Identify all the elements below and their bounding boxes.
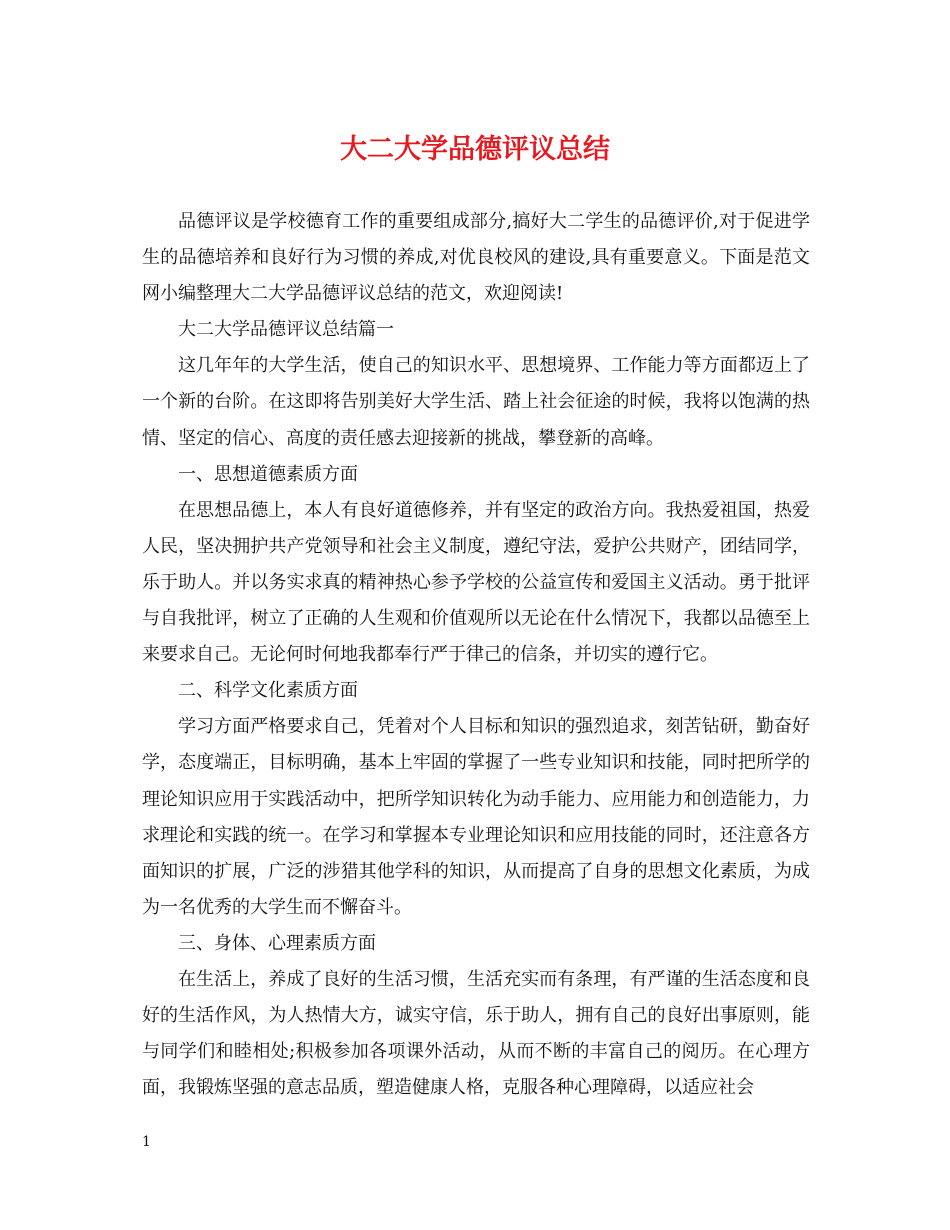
section-heading-academic-quality: 二、科学文化素质方面 bbox=[178, 680, 358, 702]
body-paragraph: 这几年年的大学生活，使自己的知识水平、思想境界、工作能力等方面都迈上了一个新的台阶。在这即将告别美好大学生活、踏上社会征途的时候，我将以饱满的热情、坚定的信心、高度的责任感去迎接新的挑战，攀登新的高峰。 bbox=[142, 355, 810, 449]
document-title: 大二大学品德评议总结 bbox=[340, 134, 610, 165]
body-paragraph: 在生活上，养成了良好的生活习惯，生活充实而有条理，有严谨的生活态度和良好的生活作风，为人热情大方，诚实守信，乐于助人，拥有自己的良好出事原则，能与同学们和睦相处;积极参加各项课外活动，从而不断的丰富自己的阅历。在心理方面，我锻炼坚强的意志品质，塑造健康人格，克服各种心理障碍，以适应社会 bbox=[142, 968, 810, 1099]
document-body bbox=[142, 204, 810, 1106]
section-heading-physical-mental-quality: 三、身体、心理素质方面 bbox=[178, 932, 376, 954]
page-number: 1 bbox=[142, 1134, 151, 1150]
section-heading-moral-quality: 一、思想道德素质方面 bbox=[178, 463, 358, 485]
body-paragraph: 学习方面严格要求自己，凭着对个人目标和知识的强烈追求，刻苦钻研，勤奋好学，态度端正，目标明确，基本上牢固的掌握了一些专业知识和技能，同时把所学的理论知识应用于实践活动中，把所学知识转化为动手能力、应用能力和创造能力，力求理论和实践的统一。在学习和掌握本专业理论知识和应用技能的同时，还注意各方面知识的扩展，广泛的涉猎其他学科的知识，从而提高了自身的思想文化素质，为成为一名优秀的大学生而不懈奋斗。 bbox=[142, 716, 810, 918]
body-paragraph: 在思想品德上，本人有良好道德修养，并有坚定的政治方向。我热爱祖国，热爱人民，坚决拥护共产党领导和社会主义制度，遵纪守法，爱护公共财产，团结同学，乐于助人。并以务实求真的精神热心参予学校的公益宣传和爱国主义活动。勇于批评与自我批评，树立了正确的人生观和价值观所以无论在什么情况下，我都以品德至上来要求自己。无论何时何地我都奉行严于律己的信条，并切实的遵行它。 bbox=[142, 499, 810, 666]
section-heading-part-one: 大二大学品德评议总结篇一 bbox=[178, 319, 394, 341]
intro-paragraph: 品德评议是学校德育工作的重要组成部分,搞好大二学生的品德评价,对于促进学生的品德培养和良好行为习惯的养成,对优良校风的建设,具有重要意义。下面是范文网小编整理大二大学品德评议总结的范文，欢迎阅读! bbox=[142, 211, 810, 305]
